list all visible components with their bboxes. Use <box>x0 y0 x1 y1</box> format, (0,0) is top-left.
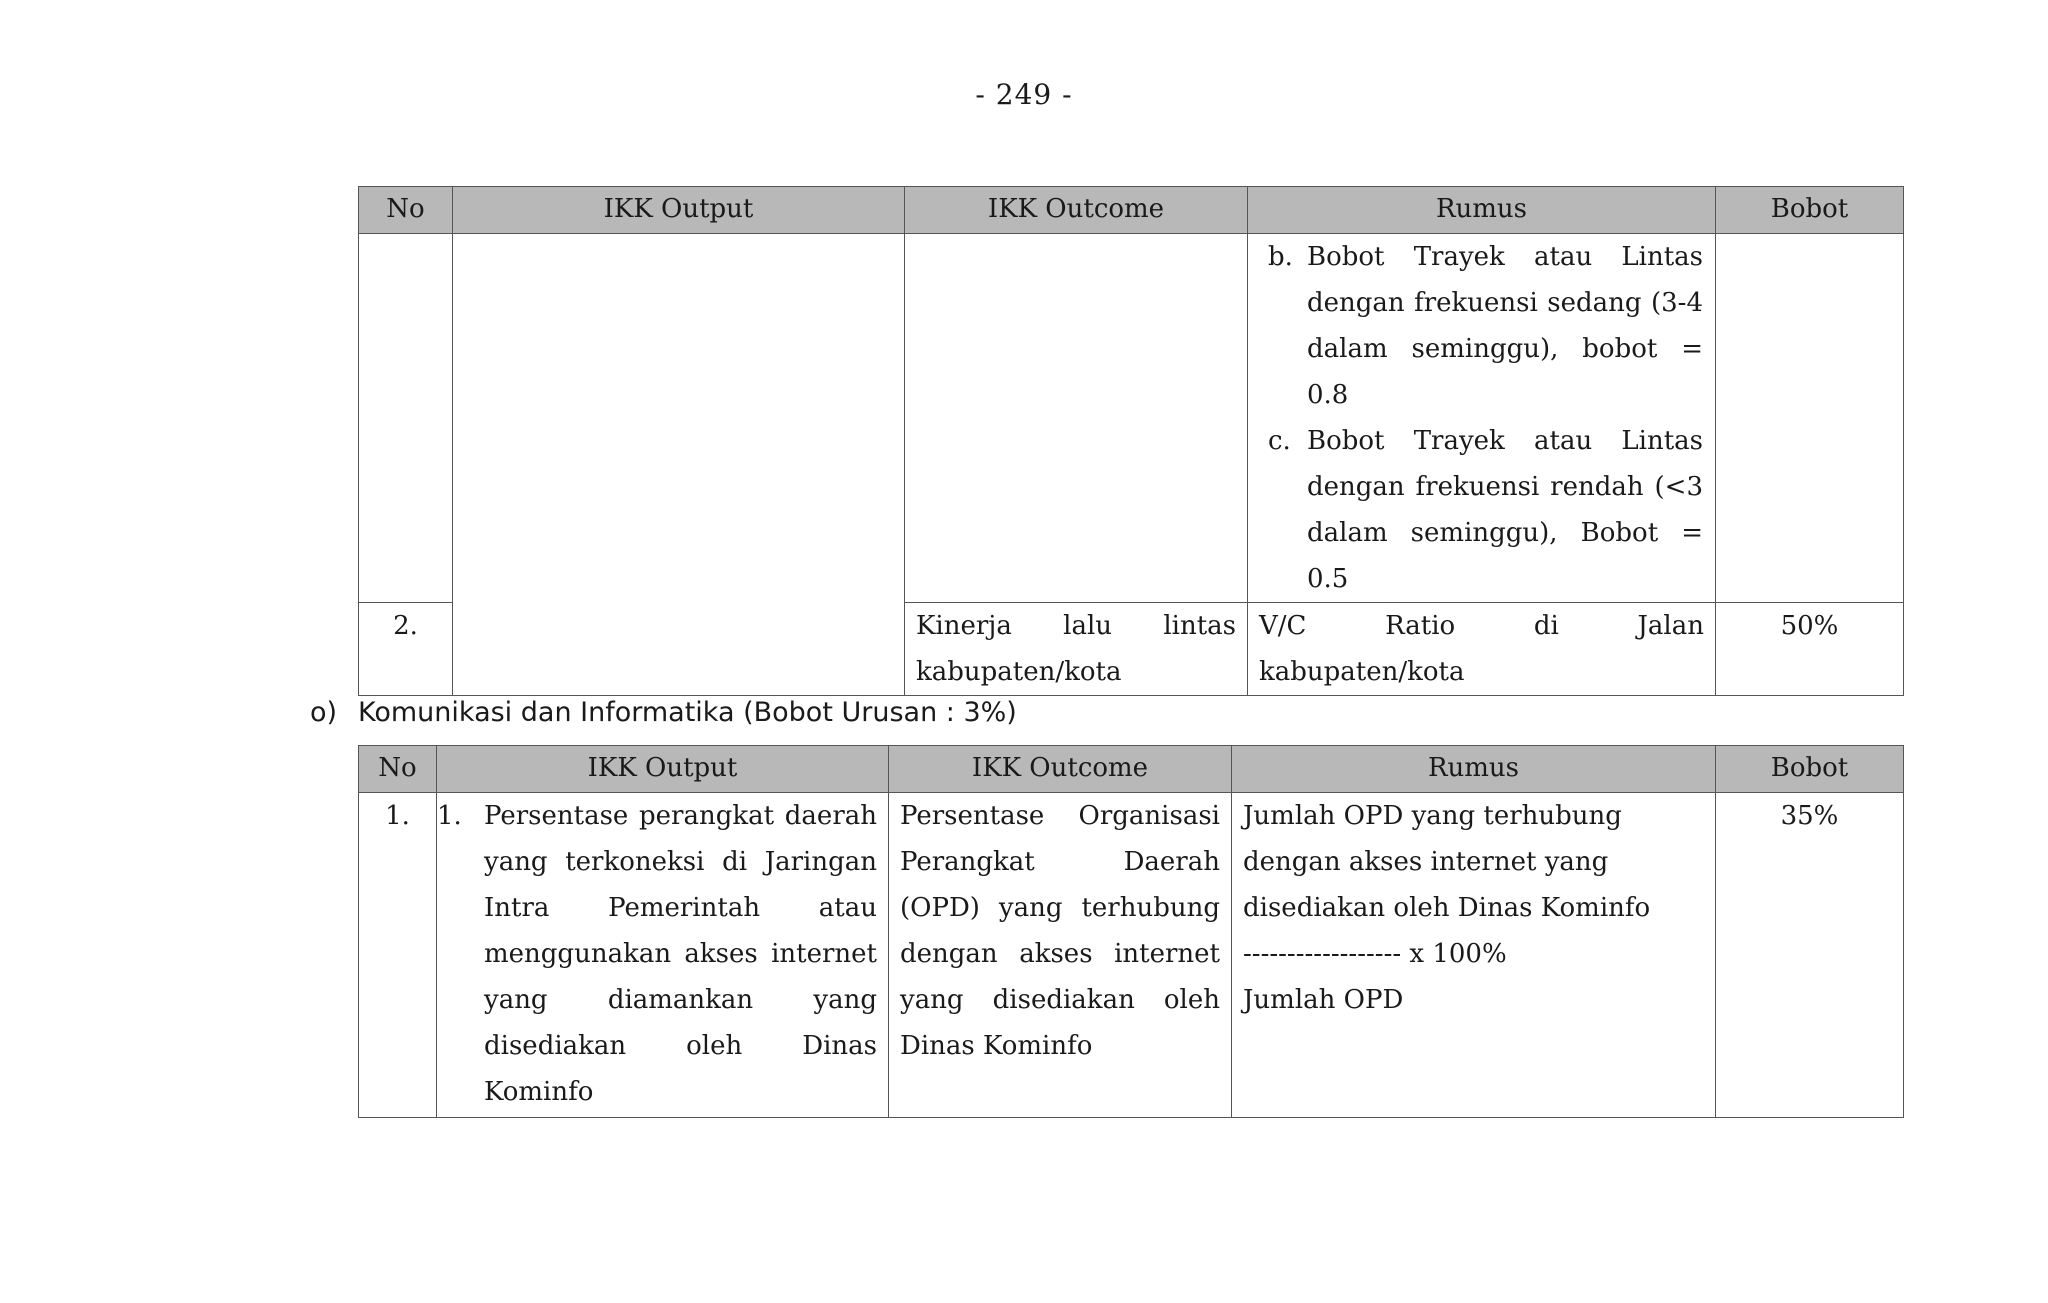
formula-line: disediakan oleh Dinas Kominfo <box>1243 893 1651 923</box>
header-ikk-output: IKK Output <box>437 746 889 793</box>
output-list <box>437 793 888 1115</box>
cell-ikk-output <box>453 234 905 696</box>
table-header-row <box>359 746 1904 793</box>
list-text: Bobot Trayek atau Lintas dengan frekuensi sedang (3-4 dalam seminggu), bobot = 0.8 <box>1307 242 1703 410</box>
page-number: - 249 - <box>975 78 1073 111</box>
cell-no <box>359 234 453 603</box>
table-header-row <box>359 187 1904 234</box>
cell-rumus <box>1248 234 1716 603</box>
header-bobot: Bobot <box>1716 187 1904 234</box>
formula-line: Jumlah OPD <box>1243 985 1404 1015</box>
list-text: Persentase perangkat daerah yang terkoneksi di Jaringan Intra Pemerintah atau menggunakan akses internet yang diamankan yang disediakan oleh Dinas Kominfo <box>484 801 877 1107</box>
list-marker: c. <box>1268 426 1291 456</box>
section-title: Komunikasi dan Informatika (Bobot Urusan : 3%) <box>358 697 1017 728</box>
header-ikk-output: IKK Output <box>453 187 905 234</box>
section-heading <box>310 697 1017 728</box>
cell-rumus: V/C Ratio di Jalan kabupaten/kota <box>1248 603 1716 696</box>
table-row <box>359 793 1904 1118</box>
section-marker: o) <box>310 697 338 728</box>
list-text: Bobot Trayek atau Lintas dengan frekuensi rendah (<3 dalam seminggu), Bobot = 0.5 <box>1307 426 1703 594</box>
formula-line: dengan akses internet yang <box>1243 847 1609 877</box>
formula-line: Jumlah OPD yang terhubung <box>1243 801 1622 831</box>
header-no: No <box>359 746 437 793</box>
cell-bobot <box>1716 234 1904 603</box>
list-marker: b. <box>1268 242 1293 272</box>
formula-divider: ------------------ x 100% <box>1243 939 1507 969</box>
table-row <box>359 234 1904 603</box>
header-no: No <box>359 187 453 234</box>
list-item <box>1268 418 1703 602</box>
ikk-table-continued <box>358 186 1904 696</box>
header-ikk-outcome: IKK Outcome <box>905 187 1248 234</box>
list-item <box>1268 234 1703 418</box>
cell-rumus <box>1232 793 1716 1118</box>
header-ikk-outcome: IKK Outcome <box>889 746 1232 793</box>
list-item <box>437 793 877 1115</box>
header-rumus: Rumus <box>1248 187 1716 234</box>
cell-ikk-outcome: Kinerja lalu lintas kabupaten/kota <box>905 603 1248 696</box>
cell-no: 2. <box>359 603 453 696</box>
ikk-table-kominfo <box>358 745 1904 1118</box>
header-rumus: Rumus <box>1232 746 1716 793</box>
cell-no: 1. <box>359 793 437 1118</box>
rumus-list <box>1248 234 1715 602</box>
cell-bobot: 50% <box>1716 603 1904 696</box>
cell-ikk-output <box>437 793 889 1118</box>
list-marker: 1. <box>437 801 462 831</box>
cell-ikk-outcome: Persentase Organisasi Perangkat Daerah (OPD) yang terhubung dengan akses internet yang disediakan oleh Dinas Kominfo <box>889 793 1232 1118</box>
cell-bobot: 35% <box>1716 793 1904 1118</box>
header-bobot: Bobot <box>1716 746 1904 793</box>
cell-ikk-outcome <box>905 234 1248 603</box>
